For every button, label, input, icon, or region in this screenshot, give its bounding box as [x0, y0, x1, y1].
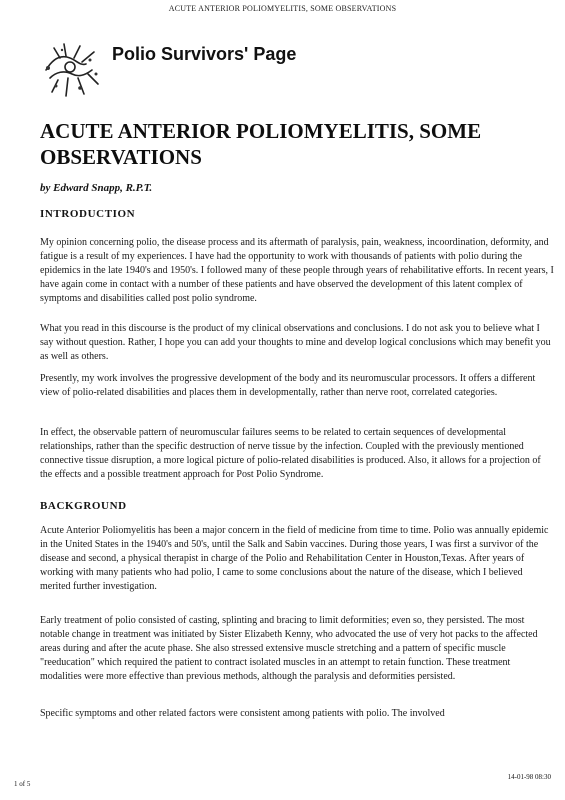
paragraph: Early treatment of polio consisted of casting, splinting and bracing to limit deformities; even so, they persisted. The most notable change in treatment was initiated by Sister Elizabeth Kenny, who advocated the use of very hot packs to the affected areas during and after the acute phase. She also stressed extensive muscle stretching and a pattern of specific muscle "reeducation" which required the patient to contract isolated muscles in an attempt to retain function. These treatment modalities were more effective than previous methods, although the paralysis and deformities persisted. [40, 615, 538, 682]
section-heading-introduction: INTRODUCTION [40, 208, 136, 220]
site-title: Polio Survivors' Page [112, 44, 297, 64]
hand-drawn-figure-icon [40, 40, 104, 102]
paragraph: Acute Anterior Poliomyelitis has been a major concern in the field of medicine from time to time. Polio was annually epidemic in the United States in the 1940's and 50's, until the Salk and Sabin vaccines. During those years, I was first a survivor of the disease and second, a physical therapist in charge of the Polio and Rehabilitation Center in Houston,Texas. After years of working with many patients who had polio, I came to some conclusions about the nature of the disease, which I believed merited further investigation. [40, 525, 549, 592]
paragraph: What you read in this discourse is the product of my clinical observations and conclusions. I do not ask you to believe what I say without question. Rather, I hope you can add your thoughts to mine and develop logical conclusions which may benefit you as well as others. [40, 323, 551, 362]
print-timestamp: 14-01-98 08:30 [507, 773, 551, 781]
article-title: ACUTE ANTERIOR POLIOMYELITIS, SOME OBSERVATIONS [40, 119, 482, 169]
page-header: ACUTE ANTERIOR POLIOMYELITIS, SOME OBSERVATIONS [168, 4, 397, 13]
paragraph: Specific symptoms and other related factors were consistent among patients with polio. The involved [40, 708, 445, 719]
paragraph: In effect, the observable pattern of neuromuscular failures seems to be related to certain sequences of developmental relationships, rather than the specific destruction of nerve tissue by the infection. Coupled with the previously mentioned connective tissue disruption, a more logical picture of polio-related disabilities is produced. Also, it allows for a projection of the effects and a possible treatment approach for Post Polio Syndrome. [40, 427, 541, 480]
paragraph: My opinion concerning polio, the disease process and its aftermath of paralysis, pain, weakness, incoordination, deformity, and fatigue is a result of my experiences. I have had the opportunity to work with thousands of patients with polio during the epidemics in the late 1940's and 1950's. I followed many of these people through years of rehabilitative efforts. In recent years, I have again come in contact with a number of these patients and have observed the development of this latent complex of symptoms and disabilities called post polio syndrome. [40, 237, 554, 304]
paragraph: Presently, my work involves the progressive development of the body and its neuromuscular processors. It offers a different view of polio-related disabilities and places them in developmentally, rather than nerve root, correlated categories. [40, 373, 536, 398]
byline: by Edward Snapp, R.P.T. [40, 182, 153, 194]
section-heading-background: BACKGROUND [40, 500, 127, 512]
page-number: 1 of 5 [14, 780, 31, 788]
